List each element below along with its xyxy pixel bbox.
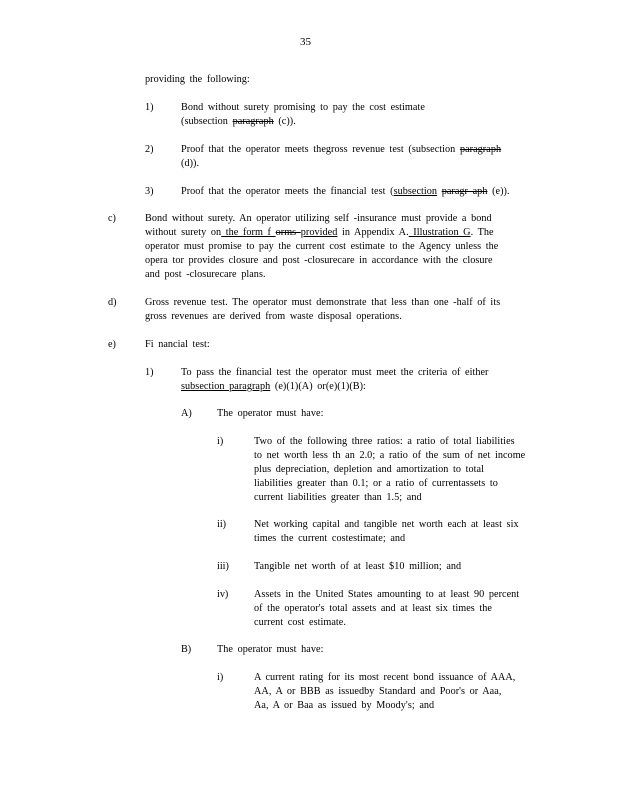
struck-text: paragraph (459, 144, 502, 155)
section-c-line-1: Bond without surety. An operator utilizing self -insurance must provide a bond (145, 213, 492, 224)
a-i-line-3: plus depreciation, depletion and amortization to total (254, 464, 484, 475)
subsection-b-label: B) (181, 644, 192, 655)
a-i-line-5: current liabilities greater than 1.5; and (254, 492, 422, 503)
section-d-line-1: Gross revenue test. The operator must demonstrate that less than one -half of its (145, 297, 501, 308)
a-i-label: i) (217, 436, 224, 447)
item-3-line-1: Proof that the operator meets the financial test (subsection paragr aph (e)). (181, 186, 510, 197)
section-e1-line-2: subsection paragraph (e)(1)(A) or(e)(1)(B): (181, 381, 366, 392)
section-e1-line-1: To pass the financial test the operator must meet the criteria of either (181, 367, 489, 378)
a-i-line-1: Two of the following three ratios: a ratio of total liabilities (254, 436, 515, 447)
struck-text: paragr aph (441, 186, 488, 197)
b-i-line-1: A current rating for its most recent bond issuance of AAA, (254, 672, 516, 683)
subsection-b-line-1: The operator must have: (217, 644, 324, 655)
section-d-label: d) (108, 297, 117, 308)
section-e1-label: 1) (145, 367, 154, 378)
section-e-line-1: Fi nancial test: (145, 339, 210, 350)
item-3-label: 3) (145, 186, 154, 197)
struck-text: orms (275, 227, 301, 238)
a-iv-label: iv) (217, 589, 229, 600)
item-1-line-2: (subsection paragraph (c)). (181, 116, 296, 127)
b-i-label: i) (217, 672, 224, 683)
section-d-line-2: gross revenues are derived from waste disposal operations. (145, 311, 402, 322)
a-i-line-2: to net worth less th an 2.0; a ratio of the sum of net income (254, 450, 526, 461)
page-number: 35 (300, 36, 311, 48)
a-iii-label: iii) (217, 561, 229, 572)
subsection-a-label: A) (181, 408, 192, 419)
subsection-a-line-1: The operator must have: (217, 408, 324, 419)
section-c-line-3: operator must promise to pay the current cost estimate to the Agency unless the (145, 241, 499, 252)
a-i-line-4: liabilities greater than 0.1; or a ratio of currentassets to (254, 478, 498, 489)
section-c-line-4: opera tor provides closure and post -closurecare in accordance with the closure (145, 255, 493, 266)
b-i-line-3: Aa, A or Baa as issued by Moody's; and (254, 700, 435, 711)
a-ii-line-1: Net working capital and tangible net worth each at least six (254, 519, 519, 530)
item-1-label: 1) (145, 102, 154, 113)
section-e-label: e) (108, 339, 116, 350)
a-ii-label: ii) (217, 519, 227, 530)
a-ii-line-2: times the current costestimate; and (254, 533, 406, 544)
section-c-line-5: and post -closurecare plans. (145, 269, 266, 280)
item-2-label: 2) (145, 144, 154, 155)
a-iv-line-2: of the operator's total assets and at least six times the (254, 603, 493, 614)
item-2-line-2: (d)). (181, 158, 200, 169)
struck-text: paragraph (232, 116, 274, 127)
section-c-line-2: without surety on the form f orms provided in Appendix A. Illustration G. The (145, 227, 494, 238)
section-c-label: c) (108, 213, 116, 224)
item-2-line-1: Proof that the operator meets thegross revenue test (subsection paragraph (181, 144, 502, 155)
b-i-line-2: AA, A or BBB as issuedby Standard and Poor's or Aaa, (254, 686, 502, 697)
a-iv-line-1: Assets in the United States amounting to at least 90 percent (254, 589, 520, 600)
a-iv-line-3: current cost estimate. (254, 617, 346, 628)
item-1-line-1: Bond without surety promising to pay the cost estimate (181, 102, 425, 113)
a-iii-line-1: Tangible net worth of at least $10 million; and (254, 561, 462, 572)
intro-line: providing the following: (145, 74, 250, 85)
